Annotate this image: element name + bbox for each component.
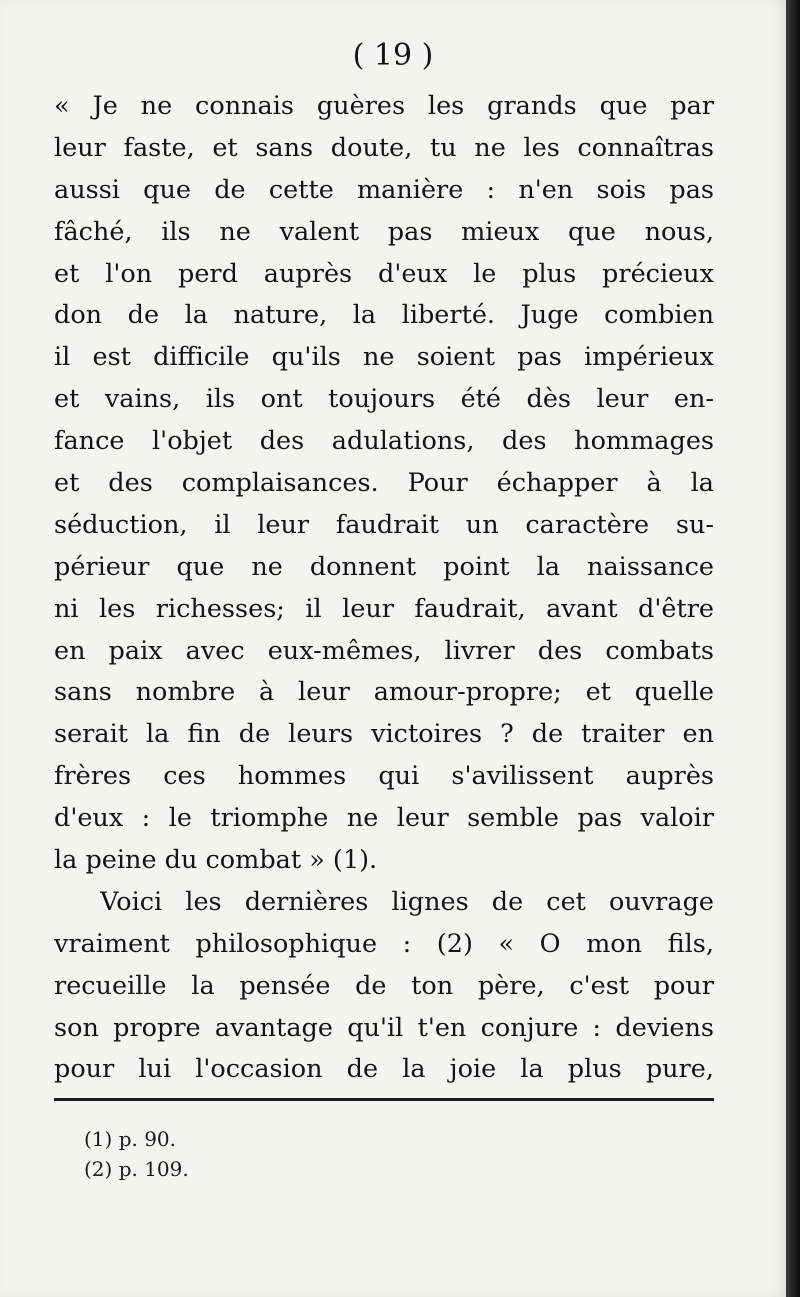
footnote: (1) p. 90. [84, 1127, 177, 1151]
page-number: ( 19 ) [352, 38, 434, 73]
text-line: et vains, ils ont toujours été dès leur en- [54, 384, 714, 415]
text-line: recueille la pensée de ton père, c'est pour [54, 970, 714, 1001]
footnote: (2) p. 109. [84, 1157, 189, 1181]
text-line: leur faste, et sans doute, tu ne les connaîtras [54, 132, 714, 163]
footnotes [84, 1124, 189, 1184]
text-line: séduction, il leur faudrait un caractère su- [54, 509, 714, 540]
text-line: aussi que de cette manière : n'en sois pas [54, 174, 714, 205]
text-line: il est difficile qu'ils ne soient pas impérieux [54, 342, 714, 373]
text-line: serait la fin de leurs victoires ? de traiter en [54, 719, 714, 750]
text-line: « Je ne connais guères les grands que par [54, 91, 714, 121]
text-line: ni les richesses; il leur faudrait, avant d'être [54, 593, 714, 624]
footnote-separator-rule [54, 1098, 714, 1101]
text-line: frères ces hommes qui s'avilissent auprès [54, 761, 714, 792]
text-line: et l'on perd auprès d'eux le plus précieux [54, 258, 714, 289]
body-text [54, 86, 714, 1091]
text-line: la peine du combat » (1). [54, 845, 378, 876]
text-line: son propre avantage qu'il t'en conjure : deviens [54, 1012, 714, 1043]
text-line: sans nombre à leur amour-propre; et quelle [54, 677, 714, 708]
text-line: et des complaisances. Pour échapper à la [54, 468, 714, 499]
text-line: fâché, ils ne valent pas mieux que nous, [54, 216, 714, 247]
text-line: en paix avec eux-mêmes, livrer des combats [54, 635, 714, 666]
text-line: fance l'objet des adulations, des hommages [54, 426, 714, 457]
text-line: pour lui l'occasion de la joie la plus pure, [54, 1054, 714, 1085]
text-line: don de la nature, la liberté. Juge combien [54, 300, 714, 331]
text-line: Voici les dernières lignes de cet ouvrage [54, 886, 714, 917]
text-line: d'eux : le triomphe ne leur semble pas valoir [54, 803, 714, 834]
text-line: périeur que ne donnent point la naissance [54, 551, 714, 582]
page-edge-shadow [786, 0, 800, 1297]
text-line: vraiment philosophique : (2) « O mon fils, [54, 928, 714, 959]
